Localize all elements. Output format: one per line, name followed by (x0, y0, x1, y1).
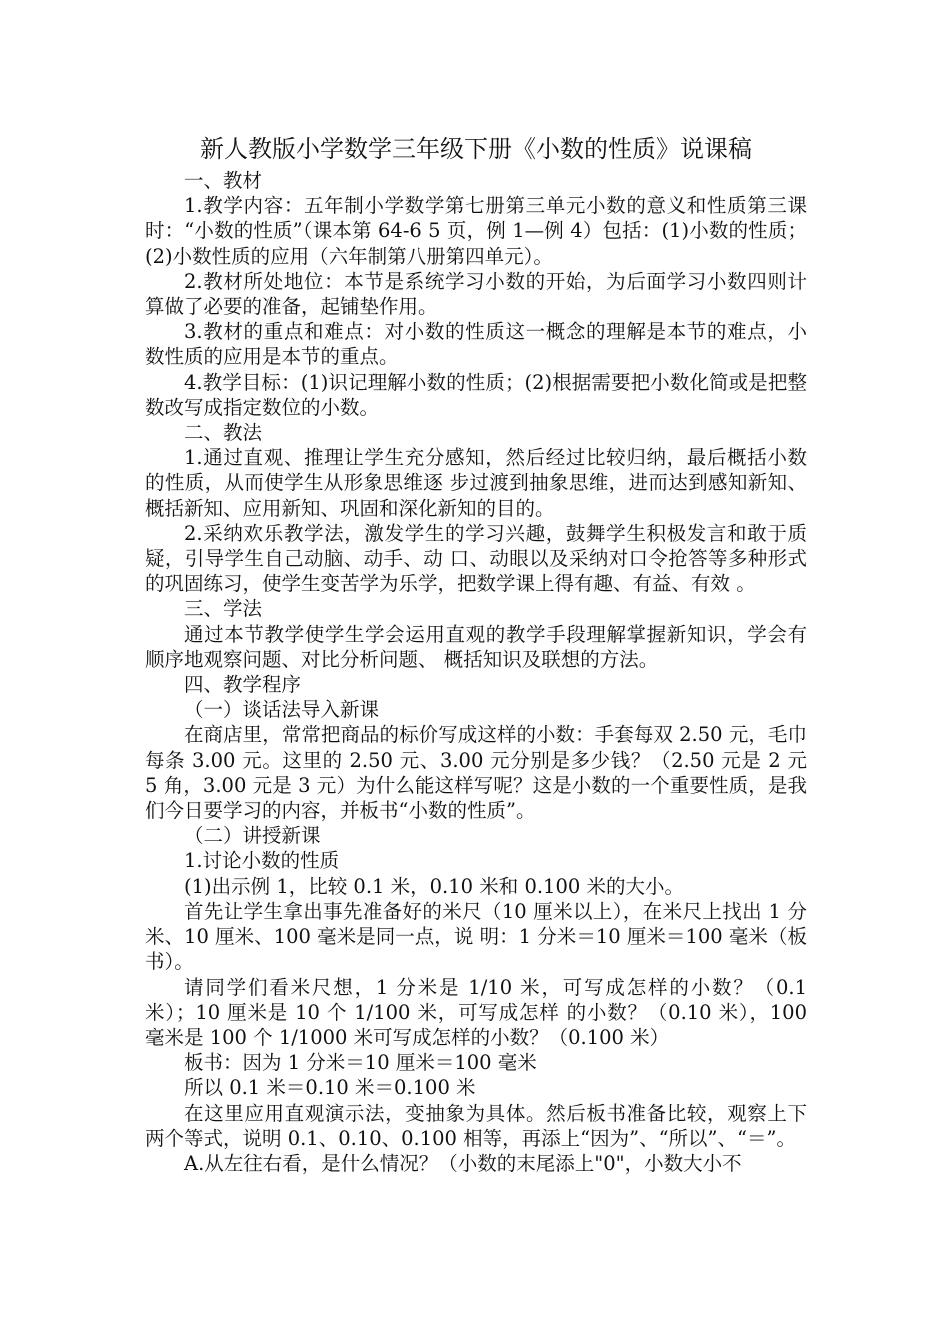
section-heading-textbook: 一、教材 (184, 169, 263, 192)
paragraph-textbook-position: 2.教材所处地位：本节是系统学习小数的开始，为后面学习小数四则计算做了必要的准备，起铺垫作用。 (145, 269, 807, 319)
paragraph-left-to-right: A.从左往右看，是什么情况？（小数的末尾添上"0"，小数大小不 (184, 1151, 742, 1175)
paragraph-discuss-property: 1.讨论小数的性质 (184, 849, 340, 873)
paragraph-ruler-activity: 首先让学生拿出事先准备好的米尺（10 厘米以上），在米尺上找出 1 分米、10 厘米、100 毫米是同一点，说 明：1 分米＝10 厘米＝100 毫米（板书）。 (145, 899, 807, 974)
paragraph-board-because: 板书：因为 1 分米＝10 厘米＝100 毫米 (184, 1051, 537, 1075)
paragraph-introduction: 在商店里，常常把商品的标价写成这样的小数：手套每双 2.50 元，毛巾每条 3.00 元。这里的 2.50 元、3.00 元分别是多少钱？（2.50 元是 2 元 5 角，3.00 元是 3 元）为什么能这样写呢？这是小数的一个重要性质，是我们今日要学习的内容，并板书“小数的性质”。 (145, 723, 807, 823)
section-heading-teaching-procedure: 四、教学程序 (184, 673, 302, 697)
paragraph-teaching-goals: 4.教学目标：(1)识记理解小数的性质；(2)根据需要把小数化简或是把整数改写成指定数位的小数。 (145, 370, 807, 419)
document-page (145, 132, 807, 1176)
section-heading-teaching-method: 二、教法 (184, 421, 263, 445)
paragraph-method-1: 1.通过直观、推理让学生充分感知，然后经过比较归纳，最后概括小数的性质，从而使学生从形象思维逐 步过渡到抽象思维，进而达到感知新知、概括新知、应用新知、巩固和深化新知的目的。 (145, 446, 807, 520)
paragraph-example-1: (1)出示例 1，比较 0.1 米，0.10 米和 0.100 米的大小。 (184, 874, 684, 898)
paragraph-method-2: 2.采纳欢乐教学法，激发学生的学习兴趣，鼓舞学生积极发言和敢于质疑，引导学生自己动脑、动手、动 口、动眼以及采纳对口令抢答等多种形式的巩固练习，使学生变苦学为乐学，把数学课上得有趣、有益、有效 。 (145, 521, 807, 596)
paragraph-demonstration: 在这里应用直观演示法，变抽象为具体。然后板书准备比较，观察上下两个等式，说明 0.1、0.10、0.100 相等，再添上“因为”、“所以”、“＝”。 (145, 1101, 807, 1150)
paragraph-board-therefore: 所以 0.1 米＝0.10 米＝0.100 米 (184, 1076, 476, 1100)
document-title: 新人教版小学数学三年级下册《小数的性质》说课稿 (200, 135, 752, 163)
subsection-heading-introduction: （一）谈话法导入新课 (184, 698, 380, 722)
section-heading-learning-method: 三、学法 (184, 597, 263, 621)
subsection-heading-new-lesson: （二）讲授新课 (184, 824, 321, 848)
paragraph-learning-method: 通过本节教学使学生学会运用直观的教学手段理解掌握新知识，学会有顺序地观察问题、对比分析问题、 概括知识及联想的方法。 (145, 622, 807, 671)
paragraph-teaching-content: 1.教学内容：五年制小学数学第七册第三单元小数的意义和性质第三课时：“小数的性质”（课本第 64-6 5 页，例 1—例 4）包括：(1)小数的性质；(2)小数性质的应用（六年制第八册第四单元）。 (145, 194, 807, 268)
paragraph-key-points: 3.教材的重点和难点：对小数的性质这一概念的理解是本节的难点，小数性质的应用是本节的重点。 (145, 320, 807, 369)
paragraph-ruler-questions: 请同学们看米尺想，1 分米是 1/10 米，可写成怎样的小数？（0.1 米）；10 厘米是 10 个 1/100 米，可写成怎样 的小数？（0.10 米），100 毫米是 100 个 1/1000 米可写成怎样的小数？（0.100 米） (145, 975, 807, 1049)
